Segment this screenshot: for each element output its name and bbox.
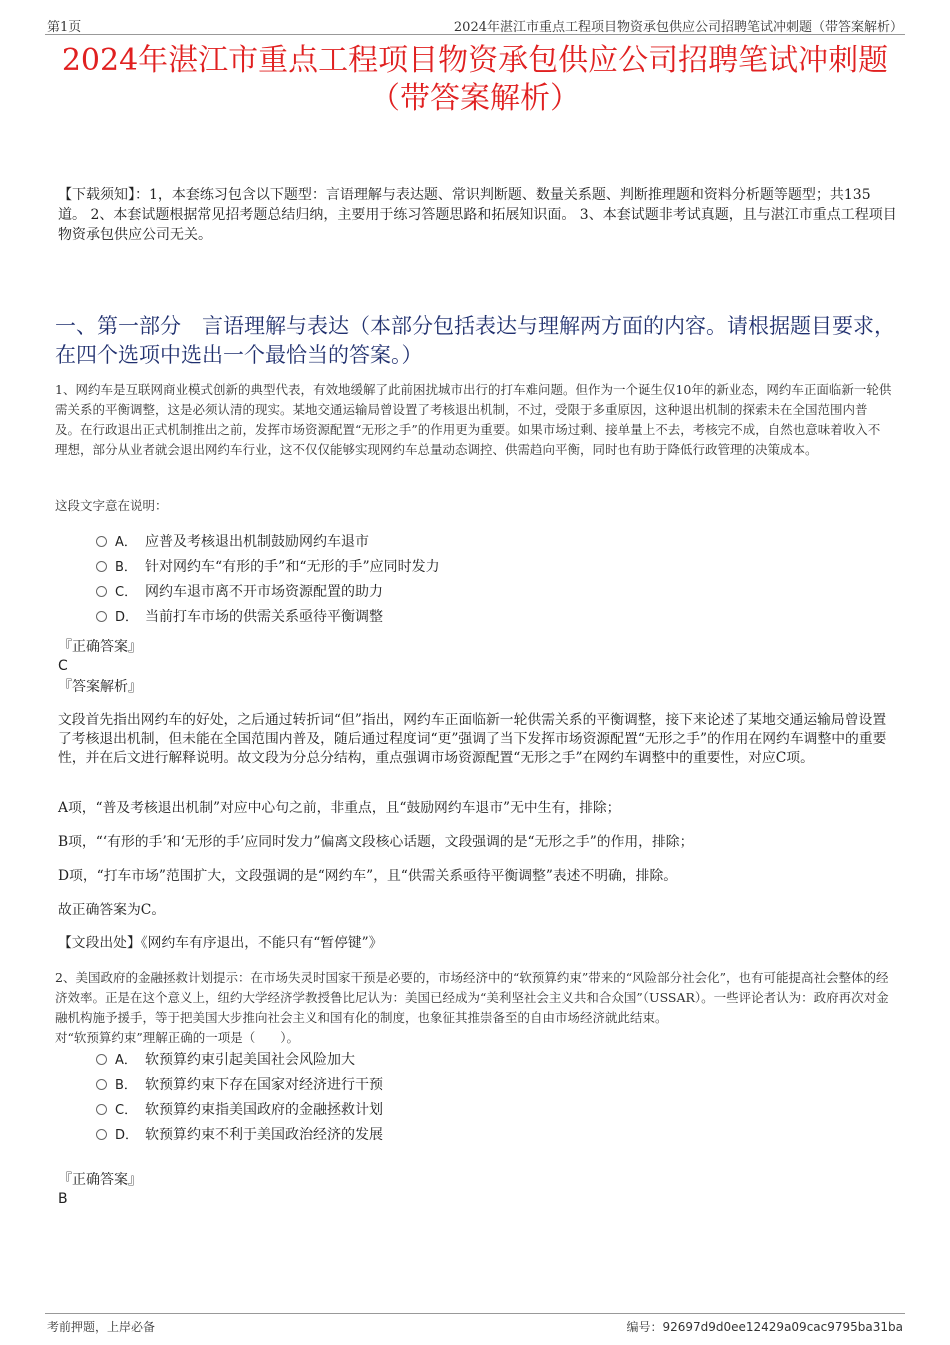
q1-option-b[interactable] <box>96 555 440 580</box>
radio-icon[interactable] <box>96 611 107 622</box>
option-text: 软预算约束不利于美国政治经济的发展 <box>145 1127 383 1143</box>
page-footer <box>45 1313 905 1334</box>
question-2-options <box>96 1048 383 1148</box>
option-text: 网约车退市离不开市场资源配置的助力 <box>145 584 383 600</box>
radio-icon[interactable] <box>96 1104 107 1115</box>
title-line-2: （带答案解析） <box>370 81 580 116</box>
page-header <box>45 14 905 35</box>
footer-code-value: 92697d9d0ee12429a09cac9795ba31ba <box>662 1320 903 1334</box>
option-letter: C． <box>115 1103 138 1118</box>
question-2-text: 2、美国政府的金融拯救计划提示：在市场失灵时国家干预是必要的，市场经济中的“软预算约束”带来的“风险部分社会化”，也有可能提高社会整体的经济效率。正是在这个意义上，纽约大学经济学教授鲁比尼认为：美国已经成为“美利坚社会主义共和合众国”（USSAR）。一些评论者认为：政府再次对金融机构施予援手，等于把美国大步推向社会主义和国有化的制度，也象征其推崇备至的自由市场经济就此结束。 <box>55 970 889 1025</box>
download-notice: 【下载须知】：1，本套练习包含以下题型：言语理解与表达题、常识判断题、数量关系题、判断推理题和资料分析题等题型；共135道。 2、本套试题根据常见招考题总结归纳，主要用于练习答题思路和拓展知识面。 3、本套试题非考试真题，且与湛江市重点工程项目物资承包供应公司无关。 <box>58 187 897 243</box>
option-text: 应普及考核退出机制鼓励网约车退市 <box>145 534 369 550</box>
q1-option-a[interactable] <box>96 530 440 555</box>
radio-icon[interactable] <box>96 1054 107 1065</box>
radio-icon[interactable] <box>96 586 107 597</box>
question-1-prompt: 这段文字意在说明： <box>55 498 168 513</box>
question-1-text: 1、网约车是互联网商业模式创新的典型代表，有效地缓解了此前困扰城市出行的打车难问题。但作为一个诞生仅10年的新业态，网约车正面临新一轮供需关系的平衡调整，这是必须认清的现实。某地交通运输局曾设置了考核退出机制，不过，受限于多重原因，这种退出机制的探索未在全国范围内普及。在行政退出正式机制推出之前，发挥市场资源配置“无形之手”的作用更为重要。如果市场过剩、接单量上不去，考核完不成，自然也意味着收入不理想，部分从业者就会退出网约车行业，这不仅仅能够实现网约车总量动态调控、供需趋向平衡，同时也有助于降低行政管理的决策成本。 <box>55 382 892 457</box>
option-letter: B． <box>115 1078 137 1093</box>
option-letter: A． <box>115 535 137 550</box>
q1-option-c[interactable] <box>96 580 440 605</box>
q1-analysis-text: 文段首先指出网约车的好处，之后通过转折词“但”指出，网约车正面临新一轮供需关系的平衡调整，接下来论述了某地交通运输局曾设置了考核退出机制，但未能在全国范围内普及，随后通过程度词“更”强调了当下发挥市场资源配置“无形之手”的作用在网约车调整中的重要性，并在后文进行解释说明。故文段为分总分结构，重点强调市场资源配置“无形之手”在网约车调整中的重要性，对应C项。 <box>58 712 887 766</box>
q2-answer-label: 『正确答案』 <box>58 1172 142 1188</box>
q1-answer-value: C <box>58 658 68 674</box>
q1-analysis-label: 『答案解析』 <box>58 679 142 695</box>
footer-code-label: 编号： <box>626 1320 663 1334</box>
footer-slogan: 考前押题，上岸必备 <box>47 1320 156 1334</box>
q2-option-c[interactable] <box>96 1098 383 1123</box>
option-text: 针对网约车“有形的手”和“无形的手”应同时发力 <box>145 559 440 575</box>
question-1-options <box>96 530 440 630</box>
option-letter: C． <box>115 585 138 600</box>
radio-icon[interactable] <box>96 1129 107 1140</box>
q1-conclusion: 故正确答案为C。 <box>58 902 166 918</box>
option-text: 软预算约束指美国政府的金融拯救计划 <box>145 1102 383 1118</box>
section-title: 一、第一部分 言语理解与表达（本部分包括表达与理解两方面的内容。请根据题目要求，在四个选项中选出一个最恰当的答案。） <box>55 314 895 367</box>
radio-icon[interactable] <box>96 1079 107 1090</box>
title-line-1: 2024年湛江市重点工程项目物资承包供应公司招聘笔试冲刺题 <box>61 43 889 78</box>
q1-source: 【文段出处】《网约车有序退出，不能只有“暂停键”》 <box>58 935 383 951</box>
option-letter: D． <box>115 1128 139 1143</box>
q2-answer-value: B <box>58 1191 68 1207</box>
page-number: 第1页 <box>47 20 82 35</box>
option-letter: B． <box>115 560 137 575</box>
document-title <box>40 42 910 118</box>
q1-analysis-b: B项，“‘有形的手’和‘无形的手’应同时发力”偏离文段核心话题，文段强调的是“无形之手”的作用，排除； <box>58 834 694 850</box>
radio-icon[interactable] <box>96 561 107 572</box>
option-text: 当前打车市场的供需关系亟待平衡调整 <box>145 609 383 625</box>
option-letter: D． <box>115 610 139 625</box>
option-text: 软预算约束引起美国社会风险加大 <box>145 1052 355 1068</box>
q2-option-a[interactable] <box>96 1048 383 1073</box>
q1-answer-label: 『正确答案』 <box>58 639 142 655</box>
q1-analysis-a: A项，“普及考核退出机制”对应中心句之前，非重点，且“鼓励网约车退市”无中生有，排除； <box>58 800 621 816</box>
q2-option-b[interactable] <box>96 1073 383 1098</box>
radio-icon[interactable] <box>96 536 107 547</box>
question-2-prompt: 对“软预算约束”理解正确的一项是（ ）。 <box>55 1030 300 1045</box>
header-doc-title: 2024年湛江市重点工程项目物资承包供应公司招聘笔试冲刺题（带答案解析） <box>453 20 903 35</box>
option-text: 软预算约束下存在国家对经济进行干预 <box>145 1077 383 1093</box>
q1-option-d[interactable] <box>96 605 440 630</box>
footer-code <box>626 1318 903 1335</box>
q1-analysis-d: D项，“打车市场”范围扩大，文段强调的是“网约车”，且“供需关系亟待平衡调整”表述不明确，排除。 <box>58 868 678 884</box>
option-letter: A． <box>115 1053 137 1068</box>
q2-option-d[interactable] <box>96 1123 383 1148</box>
